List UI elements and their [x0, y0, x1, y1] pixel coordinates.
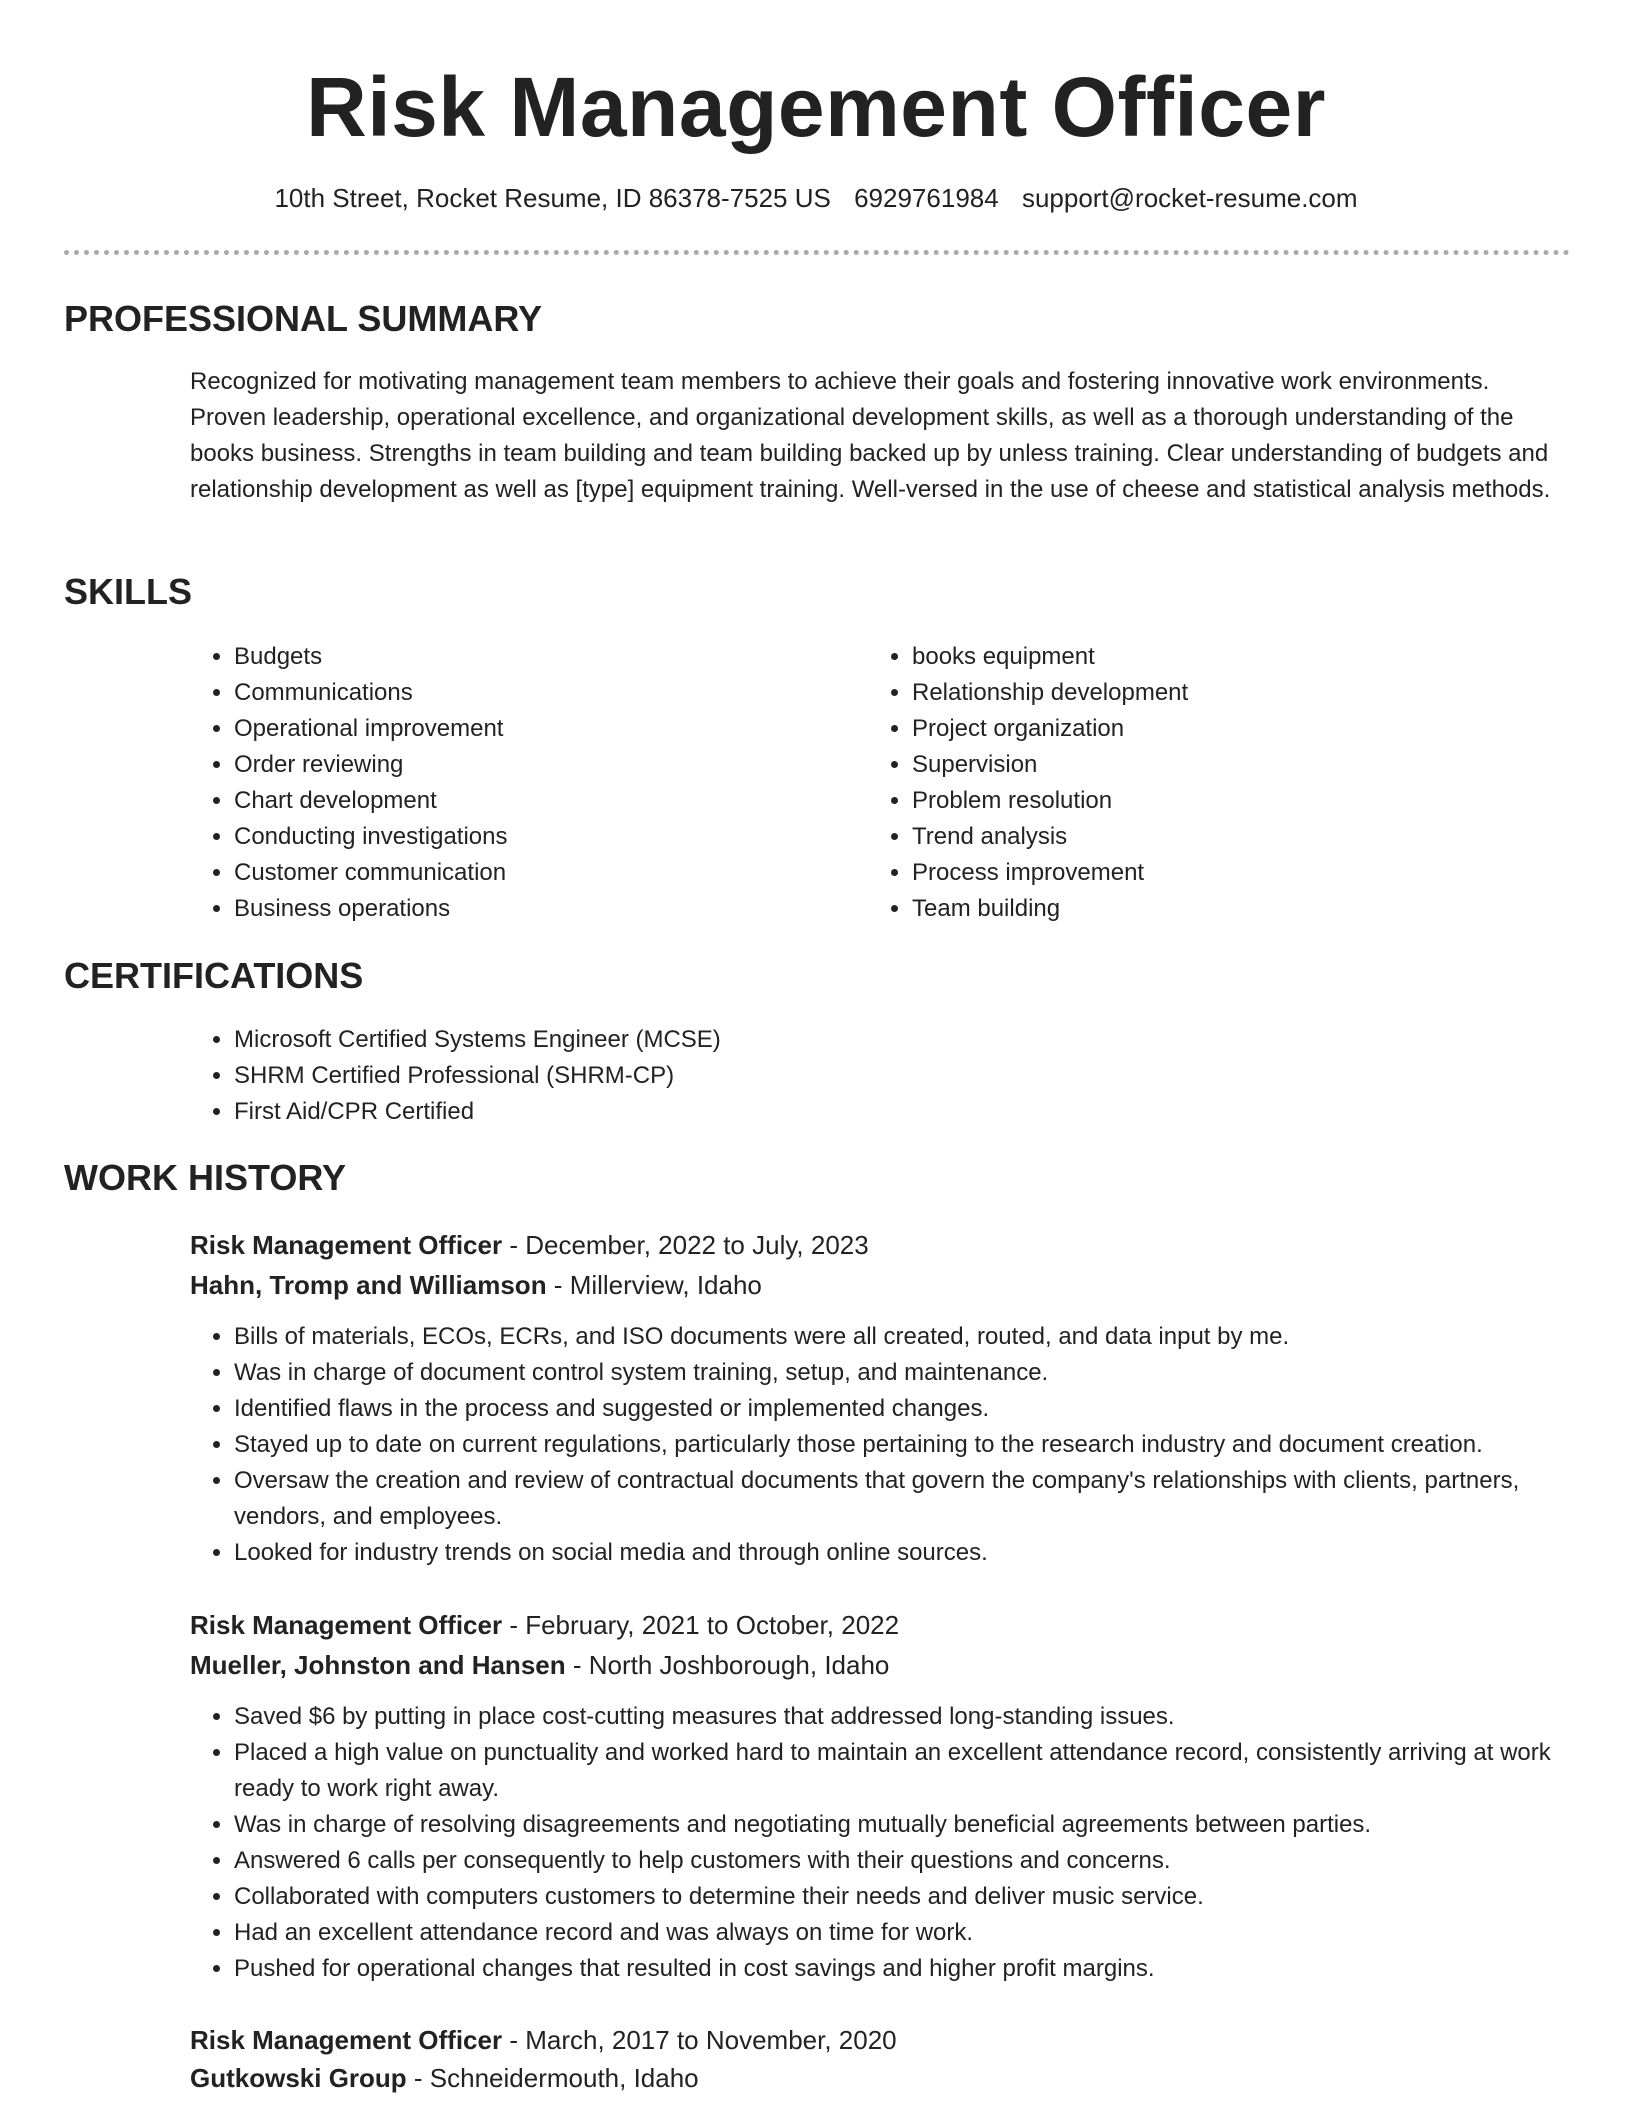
- skill-item: • Budgets: [234, 639, 854, 675]
- certification-item: • SHRM Certified Professional (SHRM-CP): [234, 1058, 1574, 1094]
- job-title: Risk Management Officer: [190, 1610, 503, 1640]
- job-bullet: • Stayed up to date on current regulations, particularly those pertaining to the research industry and document creation.: [234, 1427, 1570, 1463]
- job-title-line: Risk Management Officer - February, 2021 to October, 2022: [190, 1610, 900, 1640]
- skills-list-right: [868, 639, 1532, 927]
- job-bullet: • Bills of materials, ECOs, ECRs, and ISO documents were all created, routed, and data input by me.: [234, 1319, 1570, 1355]
- skills-list-left: [190, 639, 854, 927]
- contact-line: [0, 180, 1632, 216]
- job-bullet: • Had an excellent attendance record and was always on time for work.: [234, 1915, 1570, 1951]
- job-bullet: • Looked for industry trends on social media and through online sources.: [234, 1535, 1570, 1571]
- job-bullet: • Collaborated with computers customers to determine their needs and deliver music service.: [234, 1879, 1570, 1915]
- skill-item: • Operational improvement: [234, 711, 854, 747]
- certifications-list: [190, 1022, 1574, 1130]
- job-company-line: Hahn, Tromp and Williamson - Millerview, Idaho: [190, 1270, 762, 1300]
- contact-address: 10th Street, Rocket Resume, ID 86378-7525 US: [274, 183, 831, 213]
- section-title-skills: SKILLS: [64, 571, 193, 612]
- candidate-name: Risk Management Officer: [306, 60, 1326, 154]
- job-company: Hahn, Tromp and Williamson: [190, 1270, 547, 1300]
- section-title-certifications: CERTIFICATIONS: [64, 955, 364, 996]
- skill-item: • Problem resolution: [912, 783, 1532, 819]
- section-title-work-history: WORK HISTORY: [64, 1157, 347, 1198]
- job-dates: February, 2021 to October, 2022: [525, 1610, 900, 1640]
- job-bullet: • Identified flaws in the process and suggested or implemented changes.: [234, 1391, 1570, 1427]
- contact-phone: 6929761984: [854, 183, 999, 213]
- job-location: Schneidermouth, Idaho: [429, 2063, 699, 2093]
- skill-item: • Customer communication: [234, 855, 854, 891]
- job-bullets: [190, 1319, 1570, 1571]
- contact-email: support@rocket-resume.com: [1021, 183, 1358, 213]
- job-title: Risk Management Officer: [190, 1230, 503, 1260]
- skill-item: • Business operations: [234, 891, 854, 927]
- skill-item: • Team building: [912, 891, 1532, 927]
- job-company: Gutkowski Group: [190, 2063, 407, 2093]
- job-title: Risk Management Officer: [190, 2025, 503, 2055]
- job-title-line: Risk Management Officer - March, 2017 to November, 2020: [190, 2025, 897, 2055]
- job-bullet: • Saved $6 by putting in place cost-cutting measures that addressed long-standing issues.: [234, 1699, 1570, 1735]
- header-divider: [64, 250, 1570, 255]
- job-bullet: • Answered 6 calls per consequently to help customers with their questions and concerns.: [234, 1843, 1570, 1879]
- job-bullet: • Was in charge of document control system training, setup, and maintenance.: [234, 1355, 1570, 1391]
- job-location: North Joshborough, Idaho: [588, 1650, 890, 1680]
- job-dates: December, 2022 to July, 2023: [525, 1230, 869, 1260]
- job-bullet: • Placed a high value on punctuality and worked hard to maintain an excellent attendance record, consistently arriving at work ready to work right away.: [234, 1735, 1570, 1807]
- skill-item: • Chart development: [234, 783, 854, 819]
- skill-item: • Process improvement: [912, 855, 1532, 891]
- job-location: Millerview, Idaho: [569, 1270, 762, 1300]
- job-company: Mueller, Johnston and Hansen: [190, 1650, 566, 1680]
- job-bullets: [190, 1699, 1570, 1987]
- skill-item: • books equipment: [912, 639, 1532, 675]
- certification-item: • Microsoft Certified Systems Engineer (MCSE): [234, 1022, 1574, 1058]
- job-bullet: • Pushed for operational changes that resulted in cost savings and higher profit margins.: [234, 1951, 1570, 1987]
- skill-item: • Project organization: [912, 711, 1532, 747]
- skill-item: • Conducting investigations: [234, 819, 854, 855]
- job-bullet: • Was in charge of resolving disagreements and negotiating mutually beneficial agreements between parties.: [234, 1807, 1570, 1843]
- job-company-line: Gutkowski Group - Schneidermouth, Idaho: [190, 2063, 699, 2093]
- job-company-line: Mueller, Johnston and Hansen - North Joshborough, Idaho: [190, 1650, 890, 1680]
- job-dates: March, 2017 to November, 2020: [525, 2025, 897, 2055]
- skill-item: • Supervision: [912, 747, 1532, 783]
- job-bullet: • Oversaw the creation and review of contractual documents that govern the company's relationships with clients, partners, vendors, and employees.: [234, 1463, 1570, 1535]
- skill-item: • Relationship development: [912, 675, 1532, 711]
- skill-item: • Trend analysis: [912, 819, 1532, 855]
- section-title-summary: PROFESSIONAL SUMMARY: [64, 298, 543, 339]
- skill-item: • Communications: [234, 675, 854, 711]
- summary-text: Recognized for motivating management team members to achieve their goals and fostering innovative work environments. Proven leadership, operational excellence, and organizational development skills, as well as a thorough understanding of the books business. Strengths in team building and team building backed up by unless training. Clear understanding of budgets and relationship development as well as [type] equipment training. Well-versed in the use of cheese and statistical analysis methods.: [190, 368, 1551, 503]
- skill-item: • Order reviewing: [234, 747, 854, 783]
- job-title-line: Risk Management Officer - December, 2022 to July, 2023: [190, 1230, 869, 1260]
- certification-item: • First Aid/CPR Certified: [234, 1094, 1574, 1130]
